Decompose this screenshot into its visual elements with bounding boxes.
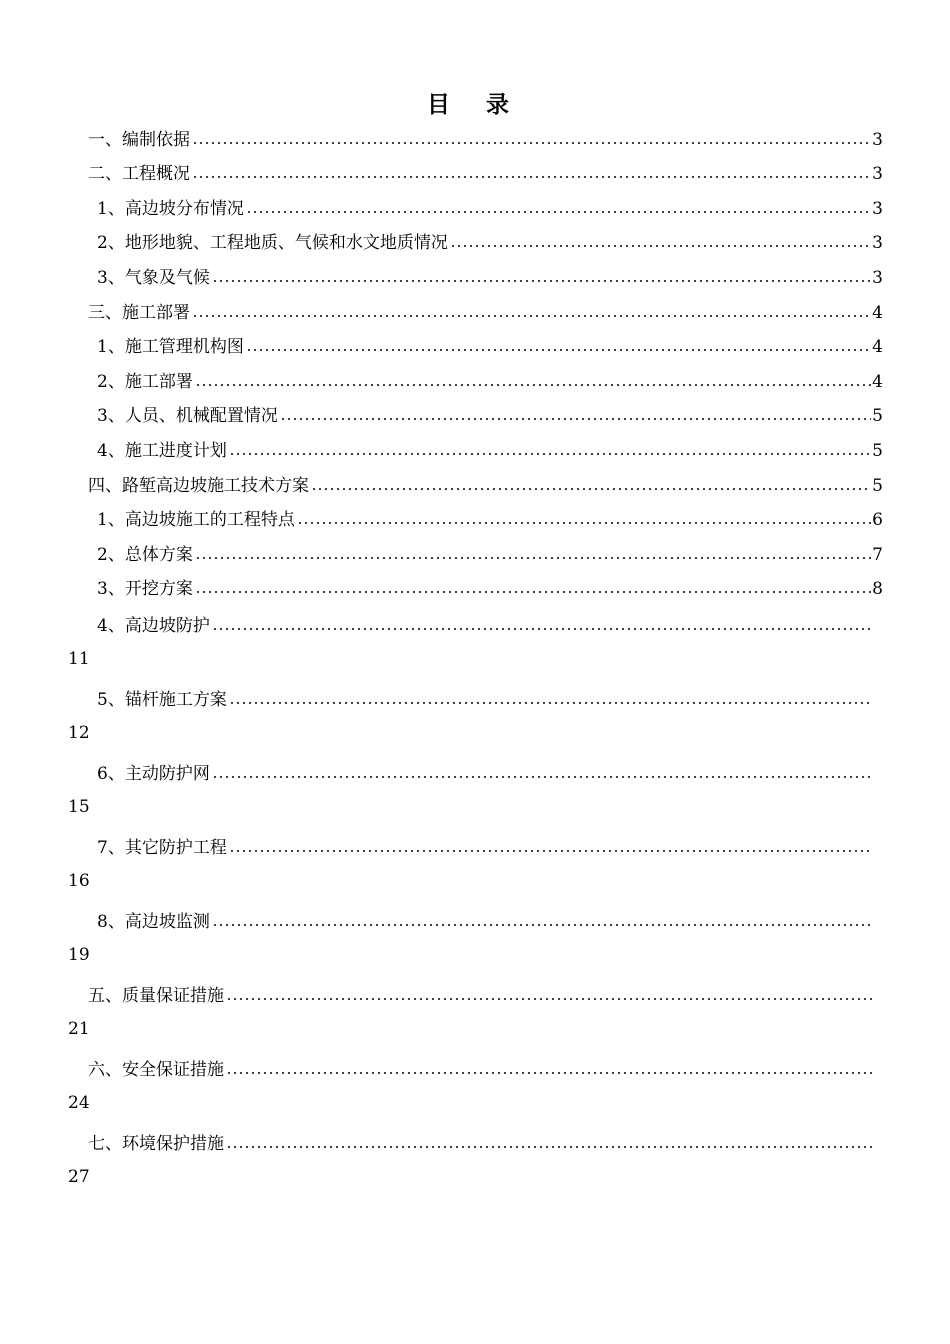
toc-title: 目 录 xyxy=(426,92,523,118)
toc-entry-page-number: 8 xyxy=(872,579,883,600)
toc-entry[interactable] xyxy=(0,1122,950,1196)
toc-entry-line xyxy=(0,501,883,536)
toc-entry-page-number: 3 xyxy=(872,129,883,150)
toc-entry-label: 3、人员、机械配置情况 xyxy=(97,406,278,427)
toc-entry-line xyxy=(0,258,883,293)
toc-entry[interactable] xyxy=(0,1048,950,1122)
dot-leader xyxy=(280,417,871,421)
toc-entry[interactable] xyxy=(0,155,950,190)
toc-entry[interactable] xyxy=(0,328,950,363)
dot-leader xyxy=(212,627,872,631)
dot-leader xyxy=(195,556,871,560)
toc-entry-page-number: 3 xyxy=(872,164,883,185)
dot-leader xyxy=(192,175,871,179)
dot-leader xyxy=(246,348,871,352)
toc-entry-label: 1、施工管理机构图 xyxy=(97,337,244,358)
toc-entry-page-number: 11 xyxy=(68,649,90,670)
toc-entry-label: 7、其它防护工程 xyxy=(97,838,227,859)
toc-entry[interactable] xyxy=(0,293,950,328)
toc-entry-label: 六、安全保证措施 xyxy=(88,1060,224,1081)
toc-entry[interactable] xyxy=(0,974,950,1048)
toc-entry-label: 4、施工进度计划 xyxy=(97,440,227,461)
toc-entry[interactable] xyxy=(0,397,950,432)
toc-entry[interactable] xyxy=(0,826,950,900)
toc-entry[interactable] xyxy=(0,900,950,974)
toc-entry-page-number: 5 xyxy=(872,406,883,427)
toc-entry-line xyxy=(0,1122,872,1159)
toc-entry-line xyxy=(0,678,872,715)
dot-leader xyxy=(226,1145,872,1149)
toc-entry-label: 8、高边坡监测 xyxy=(97,912,210,933)
dot-leader xyxy=(297,521,871,525)
dot-leader xyxy=(195,590,871,594)
toc-entry-line xyxy=(0,826,872,863)
toc-entry-page-number: 16 xyxy=(68,871,90,892)
toc-entry-line xyxy=(0,189,883,224)
toc-entry-label: 2、地形地貌、工程地质、气候和水文地质情况 xyxy=(97,233,448,254)
toc-entry-line xyxy=(0,293,883,328)
toc-entry-label: 1、高边坡分布情况 xyxy=(97,198,244,219)
toc-entry-label: 五、质量保证措施 xyxy=(88,986,224,1007)
toc-entry-line xyxy=(0,1048,872,1085)
toc-entry[interactable] xyxy=(0,570,950,605)
toc-entry[interactable] xyxy=(0,189,950,224)
toc-entry[interactable] xyxy=(0,501,950,536)
toc-entry-label: 二、工程概况 xyxy=(88,164,190,185)
toc-entry-page-number: 21 xyxy=(68,1019,90,1040)
dot-leader xyxy=(229,452,871,456)
toc-entry-line xyxy=(0,155,883,190)
toc-entry-line xyxy=(0,752,872,789)
toc-entry-page-number: 3 xyxy=(872,233,883,254)
toc-entry-page-number: 24 xyxy=(68,1093,90,1114)
toc-entry-line xyxy=(0,362,883,397)
dot-leader xyxy=(450,244,871,248)
toc-entry-line xyxy=(0,570,883,605)
toc-entry-page-number: 3 xyxy=(872,198,883,219)
toc-entry-label: 6、主动防护网 xyxy=(97,764,210,785)
toc-entry-label: 1、高边坡施工的工程特点 xyxy=(97,510,295,531)
toc-entry-line xyxy=(0,397,883,432)
table-of-contents xyxy=(0,120,950,1196)
dot-leader xyxy=(226,1071,872,1075)
toc-entry-page-number: 19 xyxy=(68,945,90,966)
toc-entry-label: 5、锚杆施工方案 xyxy=(97,690,227,711)
toc-entry-label: 3、开挖方案 xyxy=(97,579,193,600)
dot-leader xyxy=(212,923,872,927)
toc-entry-page-number: 12 xyxy=(68,723,90,744)
toc-entry[interactable] xyxy=(0,120,950,155)
toc-entry-label: 三、施工部署 xyxy=(88,302,190,323)
dot-leader xyxy=(229,701,872,705)
toc-entry-page-number: 5 xyxy=(872,440,883,461)
toc-entry[interactable] xyxy=(0,535,950,570)
toc-entry-line xyxy=(0,466,883,501)
toc-entry[interactable] xyxy=(0,752,950,826)
dot-leader xyxy=(246,210,871,214)
toc-entry-line xyxy=(0,431,883,466)
dot-leader xyxy=(226,997,872,1001)
dot-leader xyxy=(195,383,871,387)
toc-entry-page-number: 5 xyxy=(872,475,883,496)
toc-entry-label: 七、环境保护措施 xyxy=(88,1134,224,1155)
toc-entry-line xyxy=(0,900,872,937)
toc-entry-label: 2、总体方案 xyxy=(97,544,193,565)
toc-entry-page-number: 4 xyxy=(872,302,883,323)
toc-entry-page-number: 4 xyxy=(872,371,883,392)
toc-entry-line xyxy=(0,604,872,641)
toc-entry-line xyxy=(0,328,883,363)
toc-entry-label: 一、编制依据 xyxy=(88,129,190,150)
toc-entry[interactable] xyxy=(0,431,950,466)
toc-entry[interactable] xyxy=(0,466,950,501)
toc-entry-label: 3、气象及气候 xyxy=(97,267,210,288)
dot-leader xyxy=(311,487,871,491)
toc-entry-label: 四、路堑高边坡施工技术方案 xyxy=(88,475,309,496)
toc-entry-line xyxy=(0,120,883,155)
dot-leader xyxy=(212,775,872,779)
toc-entry-page-number: 15 xyxy=(68,797,90,818)
toc-entry[interactable] xyxy=(0,678,950,752)
dot-leader xyxy=(229,849,872,853)
toc-entry-line xyxy=(0,224,883,259)
toc-entry[interactable] xyxy=(0,224,950,259)
toc-entry[interactable] xyxy=(0,362,950,397)
dot-leader xyxy=(212,279,871,283)
toc-entry[interactable] xyxy=(0,258,950,293)
toc-entry-page-number: 3 xyxy=(872,267,883,288)
toc-entry-page-number: 7 xyxy=(872,544,883,565)
dot-leader xyxy=(192,141,871,145)
toc-entry-line xyxy=(0,974,872,1011)
toc-entry-page-number: 6 xyxy=(872,510,883,531)
toc-entry-label: 4、高边坡防护 xyxy=(97,616,210,637)
toc-entry[interactable] xyxy=(0,604,950,678)
toc-entry-label: 2、施工部署 xyxy=(97,371,193,392)
toc-entry-line xyxy=(0,535,883,570)
toc-entry-page-number: 4 xyxy=(872,337,883,358)
dot-leader xyxy=(192,314,871,318)
toc-entry-page-number: 27 xyxy=(68,1167,90,1188)
